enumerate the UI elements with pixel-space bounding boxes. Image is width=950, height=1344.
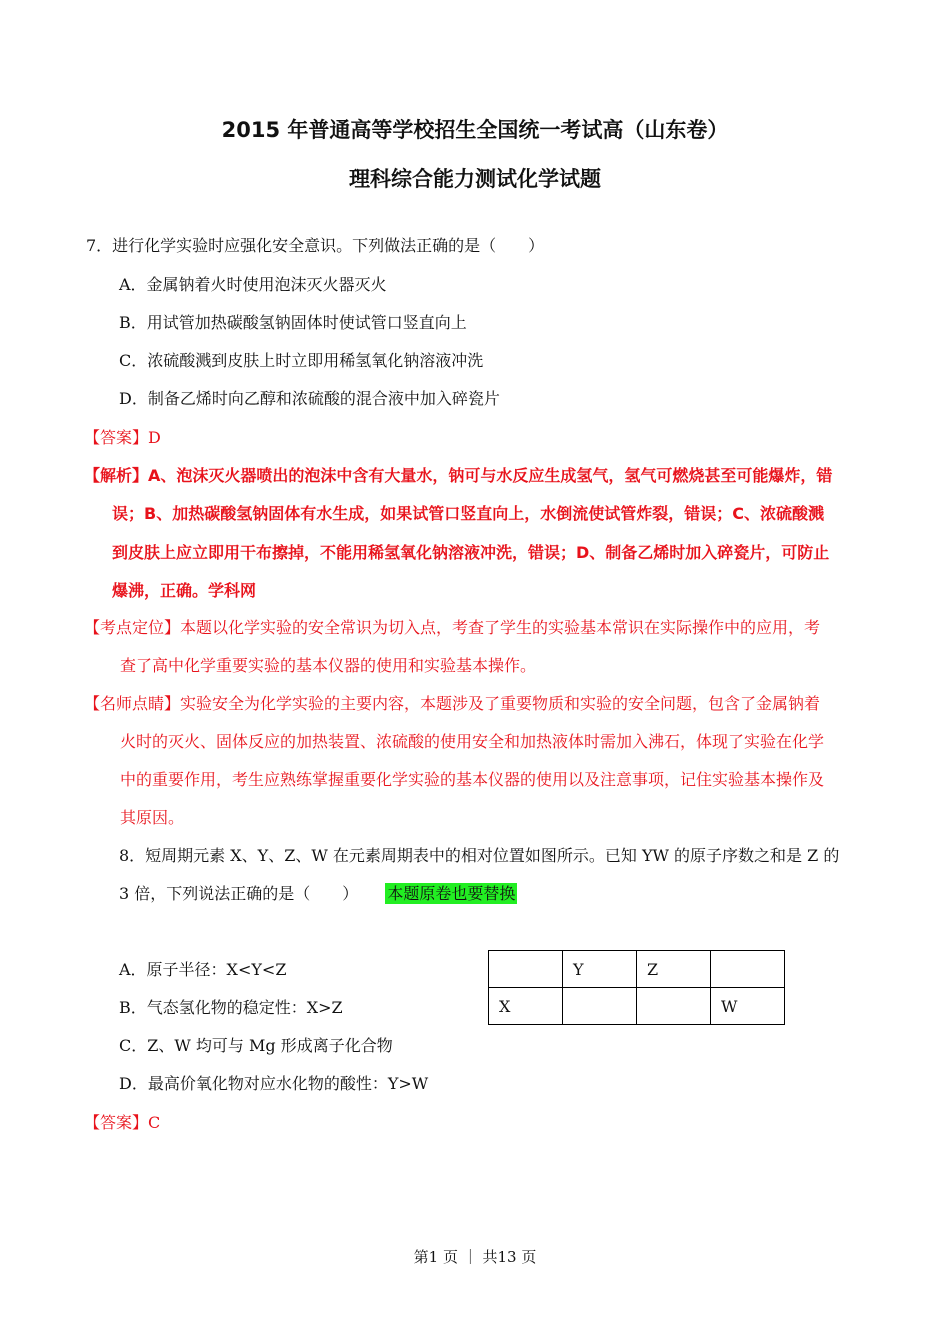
table-cell	[711, 951, 785, 988]
q7-analysis-line: 【解析】A、泡沫灭火器喷出的泡沫中含有大量水，钠可与水反应生成氢气，氢气可燃烧甚至可能爆炸，错	[84, 466, 833, 485]
q7-point-line: 查了高中化学重要实验的基本仪器的使用和实验基本操作。	[120, 656, 537, 675]
q8-option-d: D．最高价氧化物对应水化物的酸性：Y>W	[119, 1074, 429, 1093]
replace-note-highlight: 本题原卷也要替换	[387, 884, 516, 903]
q7-tips-line: 中的重要作用，考生应熟练掌握重要化学实验的基本仪器的使用以及注意事项，记住实验基本操作及	[120, 770, 825, 789]
q8-stem-text: 3 倍，下列说法正确的是（ ）	[119, 884, 359, 903]
q7-analysis-line: 误；B、加热碳酸氢钠固体有水生成，如果试管口竖直向上，水倒流使试管炸裂，错误；C、浓硫酸溅	[112, 504, 824, 523]
q7-option-a: A．金属钠着火时使用泡沫灭火器灭火	[119, 275, 387, 294]
q8-answer: 【答案】C	[84, 1113, 161, 1132]
table-cell: Z	[637, 951, 711, 988]
q7-answer: 【答案】D	[84, 428, 161, 447]
table-cell	[489, 951, 563, 988]
q7-analysis-line: 到皮肤上应立即用干布擦掉，不能用稀氢氧化钠溶液冲洗，错误；D、制备乙烯时加入碎瓷片，可防止	[112, 543, 830, 562]
q7-analysis-line: 爆沸，正确。学科网	[112, 581, 257, 600]
periodic-table-fragment	[488, 950, 785, 1025]
q7-option-d: D．制备乙烯时向乙醇和浓硫酸的混合液中加入碎瓷片	[119, 389, 500, 408]
table-cell: X	[489, 988, 563, 1025]
table-row	[489, 988, 785, 1025]
table-cell	[563, 988, 637, 1025]
q8-option-b: B．气态氢化物的稳定性：X>Z	[119, 998, 343, 1017]
table-row	[489, 951, 785, 988]
table-cell: Y	[563, 951, 637, 988]
exam-title: 2015 年普通高等学校招生全国统一考试高（山东卷）	[221, 118, 729, 142]
q8-stem-line1: 8．短周期元素 X、Y、Z、W 在元素周期表中的相对位置如图所示。已知 YW 的原子序数之和是 Z 的	[119, 846, 840, 865]
page-footer: 第1 页 ｜ 共13 页	[413, 1248, 537, 1266]
q7-option-c: C．浓硫酸溅到皮肤上时立即用稀氢氧化钠溶液冲洗	[119, 351, 484, 370]
exam-subtitle: 理科综合能力测试化学试题	[349, 167, 601, 191]
q7-stem: 7．进行化学实验时应强化安全意识。下列做法正确的是（ ）	[86, 236, 545, 255]
q7-option-b: B．用试管加热碳酸氢钠固体时使试管口竖直向上	[119, 313, 467, 332]
table-cell	[637, 988, 711, 1025]
table-cell: W	[711, 988, 785, 1025]
q7-tips-line: 火时的灭火、固体反应的加热装置、浓硫酸的使用安全和加热液体时需加入沸石，体现了实验在化学	[120, 732, 825, 751]
q8-option-c: C．Z、W 均可与 Mg 形成离子化合物	[119, 1036, 393, 1055]
q7-tips-line: 【名师点睛】实验安全为化学实验的主要内容，本题涉及了重要物质和实验的安全问题，包含了金属钠着	[84, 694, 821, 713]
q7-point-line: 【考点定位】本题以化学实验的安全常识为切入点，考查了学生的实验基本常识在实际操作中的应用，考	[84, 618, 821, 637]
q8-option-a: A．原子半径：X<Y<Z	[119, 960, 287, 979]
q7-tips-line: 其原因。	[120, 808, 185, 827]
q8-stem-line2	[119, 884, 517, 904]
